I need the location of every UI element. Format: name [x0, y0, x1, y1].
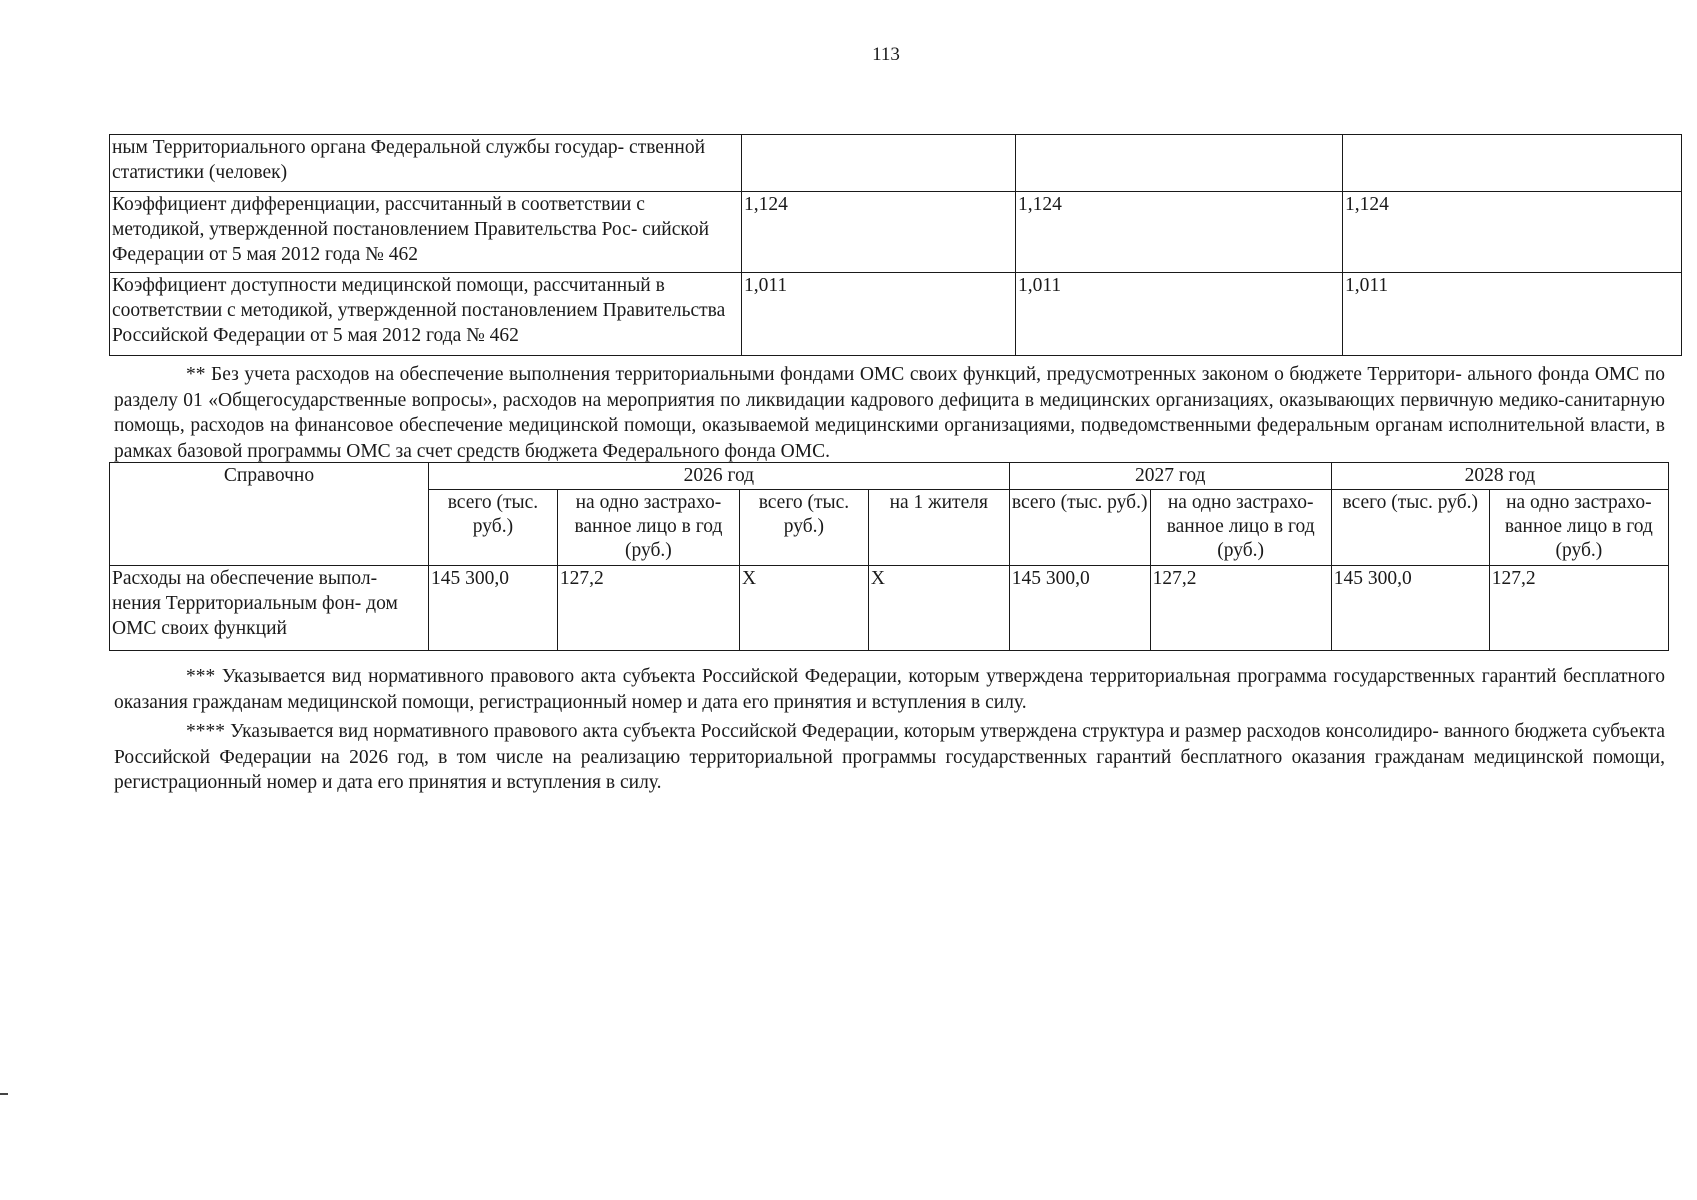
- value-cell: 127,2: [1150, 566, 1331, 651]
- column-header: на одно застрахо- ванное лицо в год (руб.): [1489, 490, 1668, 566]
- value-cell: 1,011: [1343, 273, 1682, 356]
- table-row: [110, 273, 1682, 356]
- column-header: всего (тыс. руб.): [740, 490, 869, 566]
- year-header: 2027 год: [1009, 463, 1331, 490]
- footnote-4-text: **** Указывается вид нормативного правового акта субъекта Российской Федерации, которым утверждена структура и размер расходов консолидиро- ванного бюджета субъекта Российской Федерации на 2026 год, в том числе на реализацию территориальной программы государственных гарантий бесплатного оказания гражданам медицинской помощи, регистрационный номер и дата его принятия и вступления в силу.: [114, 721, 1665, 793]
- value-cell: 145 300,0: [429, 566, 558, 651]
- scan-edge-mark: [0, 1093, 8, 1095]
- row-label: Коэффициент доступности медицинской помощи, рассчитанный в соответствии с методикой, утвержденной постановлением Правительства Российской Федерации от 5 мая 2012 года № 462: [110, 273, 742, 356]
- column-header: всего (тыс. руб.): [429, 490, 558, 566]
- column-header: на 1 жителя: [868, 490, 1009, 566]
- value-cell: X: [740, 566, 869, 651]
- value-cell: 1,124: [1343, 192, 1682, 273]
- footnote-4: [114, 719, 1665, 796]
- column-header: на одно застрахо- ванное лицо в год (руб.): [557, 490, 739, 566]
- row-label: ным Территориального органа Федеральной службы государ- ственной статистики (человек): [110, 135, 742, 192]
- value-cell: [742, 135, 1016, 192]
- value-cell: [1016, 135, 1343, 192]
- coefficients-table: [109, 134, 1682, 356]
- footnote-2: [114, 362, 1665, 464]
- value-cell: X: [868, 566, 1009, 651]
- value-cell: 1,124: [1016, 192, 1343, 273]
- reference-table: [109, 462, 1669, 651]
- value-cell: 145 300,0: [1331, 566, 1489, 651]
- row-label: Расходы на обеспечение выпол- нения Территориальным фон- дом ОМС своих функций: [110, 566, 429, 651]
- column-header: всего (тыс. руб.): [1009, 490, 1150, 566]
- table-row: [110, 192, 1682, 273]
- table-header-row: [110, 463, 1669, 490]
- value-cell: 127,2: [557, 566, 739, 651]
- footnote-3-text: *** Указывается вид нормативного правового акта субъекта Российской Федерации, которым утверждена территориальная программа государственных гарантий бесплатного оказания гражданам медицинской помощи, регистрационный номер и дата его принятия и вступления в силу.: [114, 666, 1665, 713]
- column-header: на одно застрахо- ванное лицо в год (руб.): [1150, 490, 1331, 566]
- table-row: [110, 135, 1682, 192]
- value-cell: 1,124: [742, 192, 1016, 273]
- value-cell: 1,011: [742, 273, 1016, 356]
- row-label: Коэффициент дифференциации, рассчитанный в соответствии с методикой, утвержденной постановлением Правительства Рос- сийской Федерации от 5 мая 2012 года № 462: [110, 192, 742, 273]
- table-row: [110, 566, 1669, 651]
- value-cell: 127,2: [1489, 566, 1668, 651]
- corner-header: Справочно: [110, 463, 429, 566]
- footnote-2-text: ** Без учета расходов на обеспечение выполнения территориальными фондами ОМС своих функций, предусмотренных законом о бюджете Территори- ального фонда ОМС по разделу 01 «Общегосударственные вопросы», расходов на мероприятия по ликвидации кадрового дефицита в медицинских организациях, оказывающих первичную медико-санитарную помощь, расходов на финансовое обеспечение медицинской помощи, оказываемой медицинскими организациями, подведомственными федеральным органам исполнительной власти, в рамках базовой программы ОМС за счет средств бюджета Федерального фонда ОМС.: [114, 364, 1665, 462]
- value-cell: 145 300,0: [1009, 566, 1150, 651]
- value-cell: 1,011: [1016, 273, 1343, 356]
- page-number: 113: [872, 44, 900, 65]
- value-cell: [1343, 135, 1682, 192]
- column-header: всего (тыс. руб.): [1331, 490, 1489, 566]
- footnote-3: [114, 664, 1665, 715]
- year-header: 2028 год: [1331, 463, 1668, 490]
- year-header: 2026 год: [429, 463, 1010, 490]
